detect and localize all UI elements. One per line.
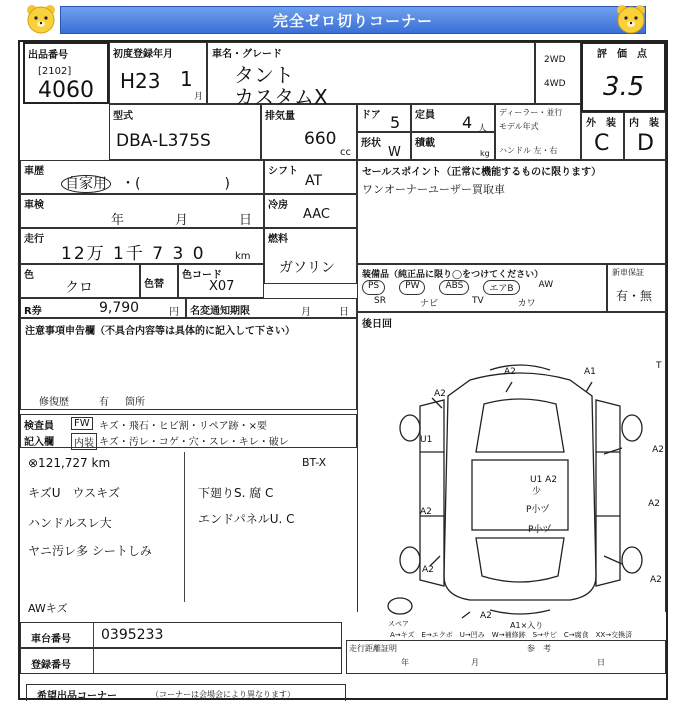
footer-year: 年 (401, 658, 409, 667)
score-label: 評 価 点 (597, 49, 647, 60)
history-box (20, 160, 264, 194)
equipment-abs: ABS (439, 280, 469, 295)
color-box (20, 264, 140, 298)
load-unit: kg (480, 149, 490, 158)
repair-value: 有 (99, 397, 109, 408)
fuel-label: 燃料 (268, 234, 288, 245)
lot-sub: [2102] (38, 66, 72, 77)
reference-label: 参 考 (527, 644, 551, 653)
car-damage-diagram (360, 356, 666, 630)
displacement-value: 660 (304, 129, 337, 149)
fuel-value: ガソリン (279, 260, 335, 276)
equipment-row2 (374, 296, 536, 309)
history-value: 自家用 (61, 173, 111, 193)
mark-left-rear-a2: A2 (420, 507, 432, 517)
car-name-label: 車名・グレード (212, 49, 282, 60)
inspector-row2-head: 内装 (71, 433, 97, 450)
mileage-cert-box (346, 640, 666, 674)
mark-front-a2: A2 (504, 367, 516, 377)
lot-number-box (23, 42, 109, 104)
inspector-label-1: 検査員 (24, 421, 54, 432)
color-code-box (178, 264, 264, 298)
mileage-cert-label: 走行距離証明 (349, 644, 397, 653)
handle-label: ハンドル 左・右 (499, 146, 558, 155)
mileage-box (20, 228, 264, 264)
interior-value: D (637, 131, 654, 156)
car-name-box (207, 42, 535, 109)
equipment-pw: PW (399, 280, 425, 295)
mileage-value: 12万 1千 7 3 0 (61, 244, 206, 264)
load-label: 積載 (415, 138, 435, 149)
first-reg-month: 1 (180, 67, 193, 91)
month-unit: 月 (194, 92, 204, 102)
ac-box (264, 194, 357, 228)
mark-rear-right-a2: A2 (650, 575, 662, 585)
displacement-box (261, 104, 357, 160)
color-change-box (140, 264, 178, 298)
lot-label: 出品番号 (28, 50, 68, 61)
inspection-label: 車検 (24, 200, 44, 211)
score-value: 3.5 (603, 72, 645, 102)
equipment-sr: SR (374, 296, 386, 306)
mileage-unit: km (235, 251, 251, 262)
mark-right-rear-a2: A2 (648, 499, 660, 509)
inspector-row2-items: キズ・汚レ・コゲ・穴・スレ・キレ・破レ (99, 437, 289, 448)
note-line-1: ⊗121,727 km (28, 456, 111, 470)
note-line-2-right: 下廻りS. 腐 C (198, 486, 274, 500)
exterior-box (581, 112, 624, 160)
drive-box (535, 42, 581, 104)
mark-corner-t: T (656, 361, 662, 371)
footer-day: 日 (597, 658, 605, 667)
score-box (581, 42, 666, 112)
history-rest: ・( ) (121, 176, 230, 192)
equipment-row1 (362, 280, 558, 295)
mark-spare: スペア (388, 620, 409, 628)
inspector-row1-head: FW (71, 417, 93, 430)
note-line-2: キズU ウスキズ (28, 486, 120, 500)
inspector-label-2: 記入欄 (24, 437, 54, 448)
hope-corner-note: （コーナーは会場会により異なります） (151, 690, 295, 699)
equipment-navi: ナビ (419, 299, 438, 309)
warranty-value: 有・無 (616, 289, 653, 303)
inspector-box (20, 414, 357, 448)
name-change-box (186, 298, 357, 318)
mark-rear-a2: A2 (480, 611, 492, 621)
hope-corner-label: 希望出品コーナー (37, 691, 117, 702)
inspector-row1-items: キズ・飛石・ヒビ割・リペア跡・×要 (99, 421, 267, 432)
sales-point-box (357, 160, 666, 264)
inspection-year: 年 (111, 213, 125, 228)
note-line-3-right: エンドパネルU. C (198, 512, 295, 526)
repair-label: 修復歴 (39, 397, 69, 408)
model-label: 型式 (113, 111, 133, 122)
banner-title: 完全ゼロ切りコーナー (60, 6, 646, 34)
first-reg-year: H23 (120, 69, 161, 93)
chassis-value: 0395233 (101, 627, 164, 643)
equipment-tv: TV (471, 296, 484, 306)
doors-box (357, 104, 411, 132)
shape-label: 形状 (361, 138, 381, 149)
caution-box (20, 318, 357, 410)
recycle-unit: 円 (169, 307, 179, 318)
equipment-airbag: エアB (483, 280, 519, 295)
doors-label: ドア (361, 110, 381, 121)
color-change-label: 色替 (144, 279, 164, 290)
shape-value: W (388, 145, 401, 160)
top-banner (0, 0, 700, 38)
ac-value: AAC (303, 207, 330, 222)
shift-box (264, 160, 357, 194)
equipment-aw: AW (538, 280, 554, 290)
auction-sheet (18, 40, 668, 700)
mark-front-a1: A1 (584, 367, 596, 377)
registration-box (20, 648, 342, 674)
dealer-label: ディーラー・並行 (499, 108, 563, 117)
note-line-1-right: BT-X (302, 456, 327, 469)
name-change-month: 月 (301, 307, 311, 318)
recycle-label: R券 (24, 306, 42, 317)
color-code-label: 色コード (182, 270, 222, 281)
shape-box (357, 132, 411, 160)
note-line-4: ヤニ汚レ多 シートしみ (28, 544, 152, 558)
interior-box (624, 112, 666, 160)
car-name: タント (234, 63, 294, 87)
note-line-3: ハンドルスレ大 (28, 516, 112, 530)
warranty-label: 新車保証 (612, 268, 644, 277)
bear-mascot-right-icon (614, 3, 648, 35)
recycle-value: 9,790 (99, 300, 140, 316)
color-value: クロ (65, 280, 93, 296)
note-line-5: AWキズ (28, 602, 68, 615)
fuel-box (264, 228, 357, 284)
drive-2wd: 2WD (544, 55, 566, 65)
mark-left-u1: U1 (420, 435, 433, 445)
mark-roof-p2: P小ヅ (528, 525, 552, 535)
name-change-label: 名変通知期限 (190, 306, 250, 317)
model-box (109, 104, 261, 160)
color-code-value: X07 (209, 279, 235, 294)
mileage-label: 走行 (24, 234, 44, 245)
mark-rear-left-a2: A2 (422, 565, 434, 575)
dealer-box (495, 104, 581, 160)
inspection-box (20, 194, 264, 228)
footer-month: 月 (471, 658, 479, 667)
ac-label: 冷房 (268, 200, 288, 211)
model-value: DBA-L375S (116, 131, 211, 151)
interior-label: 内 装 (629, 118, 659, 129)
hope-corner-box (26, 684, 346, 701)
first-reg-label: 初度登録年月 (113, 49, 173, 60)
inspection-day: 日 (239, 213, 253, 228)
first-registration-box (109, 42, 207, 104)
shift-value: AT (305, 173, 323, 189)
chassis-box (20, 622, 342, 648)
handwritten-notes (20, 448, 357, 618)
exterior-label: 外 装 (586, 118, 616, 129)
repair-place: 箇所 (125, 397, 145, 408)
equipment-leather: カワ (517, 299, 536, 309)
displacement-label: 排気量 (265, 111, 295, 122)
shift-label: シフト (268, 166, 298, 177)
model-year-label: モデル年式 (499, 122, 539, 131)
sales-point-label: セールスポイント（正常に機能するものに限ります） (362, 167, 602, 178)
recycle-box (20, 298, 186, 318)
mark-roof-small: 少 (532, 487, 542, 497)
displacement-unit: cc (340, 147, 351, 158)
inspection-month: 月 (175, 213, 189, 228)
color-label: 色 (24, 270, 34, 281)
equipment-box (357, 264, 607, 312)
capacity-box (411, 104, 495, 132)
load-box (411, 132, 495, 160)
equipment-label: 装備品（純正品に限り◯をつけてください） (362, 270, 544, 280)
equipment-ps: PS (362, 280, 385, 295)
drive-4wd: 4WD (544, 79, 566, 89)
caution-label: 注意事項申告欄（不具合内容等は具体的に記入して下さい） (25, 326, 295, 337)
capacity-label: 定員 (415, 110, 435, 121)
doors-value: 5 (390, 113, 401, 132)
sales-point-value: ワンオーナーユーザー買取車 (362, 183, 505, 196)
diagram-legend: A→キズ E→エクボ U→凹み W→補修跡 S→サビ C→腐食 XX→交換済 (390, 631, 633, 639)
car-grade: カスタムX (234, 85, 328, 109)
mark-roof-u1a2: U1 A2 (530, 475, 558, 485)
exterior-value: C (594, 131, 610, 156)
warranty-box (607, 264, 666, 312)
rear-label: 後日回 (362, 319, 392, 330)
lot-number: 4060 (38, 78, 94, 103)
history-label: 車歴 (24, 166, 44, 177)
capacity-value: 4 (462, 113, 473, 132)
mark-rear-crack: A1×入り (510, 621, 544, 630)
mark-right-a2: A2 (652, 445, 664, 455)
capacity-unit: 人 (478, 124, 488, 134)
mark-roof-p1: P小ヅ (526, 505, 550, 515)
registration-label: 登録番号 (31, 660, 71, 671)
mark-left-a2: A2 (434, 389, 446, 399)
name-change-day: 日 (339, 307, 349, 318)
chassis-label: 車台番号 (31, 634, 71, 645)
bear-mascot-left-icon (24, 3, 58, 35)
